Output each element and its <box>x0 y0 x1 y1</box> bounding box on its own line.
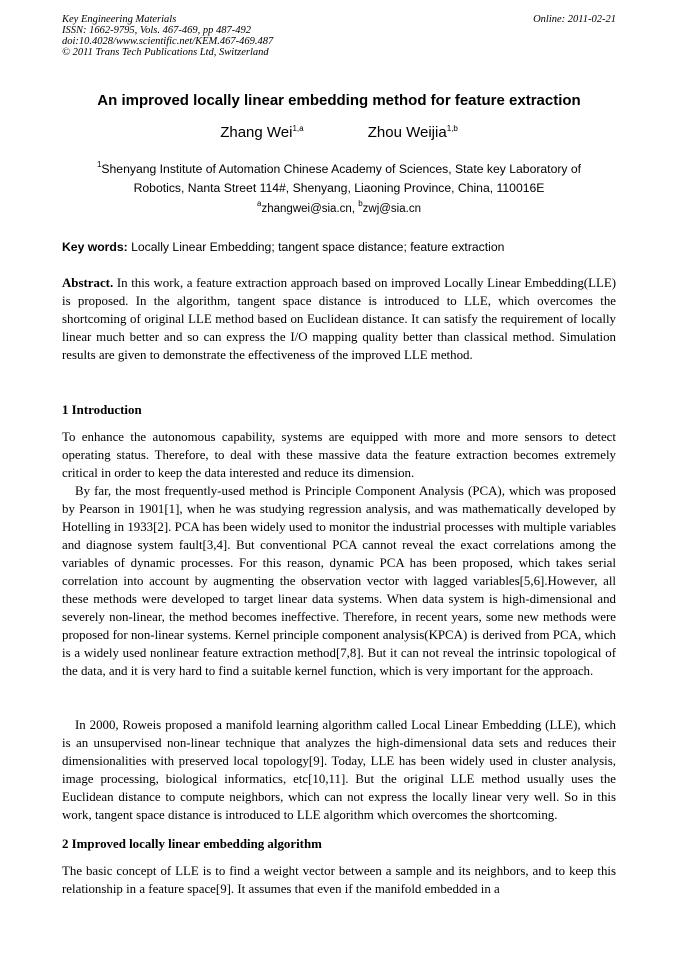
author-superscript: 1,a <box>292 124 304 133</box>
affiliation <box>62 160 616 198</box>
keywords-label: Key words: <box>62 240 128 254</box>
journal-name: Key Engineering Materials <box>62 14 177 25</box>
author-list <box>0 124 678 141</box>
author-name: Zhou Weijia <box>367 124 447 141</box>
journal-header <box>62 14 616 58</box>
paragraph: To enhance the autonomous capability, systems are equipped with more and more sensors to detect operating status. Therefore, to deal with these massive data the feature extraction becomes extremely critical in order to keep the data interested and reduce its dimension. <box>62 430 616 480</box>
issn-line: ISSN: 1662-9795, Vols. 467-469, pp 487-492 <box>62 25 251 36</box>
paragraph: In 2000, Roweis proposed a manifold learning algorithm called Local Linear Embedding (LLE), which is an unsupervised non-linear technique that analyzes the high-dimensional data sets and reduces their dimensionalities with preserved local topology[9]. Today, LLE has been widely used in cluster analysis, image processing, biological informatics, etc[10,11]. But the original LLE method usually uses the Euclidean distance to compute neighbors, which can not express the locally linear very well. So in this work, tangent space distance is introduced to LLE algorithm which overcomes the shortcoming. <box>62 718 616 822</box>
paragraph: The basic concept of LLE is to find a weight vector between a sample and its neighbors, and to keep this relationship in a feature space[9]. It assumes that even if the manifold embedded in a <box>62 864 616 896</box>
email-address[interactable]: zwj@sia.cn <box>362 203 421 215</box>
section-heading: 1 Introduction <box>62 403 142 417</box>
abstract-label: Abstract. <box>62 276 114 290</box>
email-superscript: b <box>358 199 363 208</box>
author-2 <box>368 124 458 141</box>
keywords-text: Locally Linear Embedding; tangent space distance; feature extraction <box>127 240 505 254</box>
copyright-line: © 2011 Trans Tech Publications Ltd, Switzerland <box>62 47 269 58</box>
affiliation-superscript: 1 <box>96 160 102 169</box>
affiliation-line-2: Robotics, Nanta Street 114#, Shenyang, Liaoning Province, China, 110016E <box>133 181 545 195</box>
affiliation-line-1: Shenyang Institute of Automation Chinese Academy of Sciences, State key Laboratory of <box>101 162 582 176</box>
doi-line: doi:10.4028/www.scientific.net/KEM.467-469.487 <box>62 36 274 47</box>
abstract <box>62 274 616 364</box>
section-heading: 2 Improved locally linear embedding algorithm <box>62 837 322 851</box>
paragraph: By far, the most frequently-used method is Principle Component Analysis (PCA), which was proposed by Pearson in 1901[1], when he was studying regression analysis, and was mathematically developed by Hotelling in 1933[2]. PCA has been widely used to monitor the industrial processes with multiple variables and diagnose system fault[3,4]. But conventional PCA cannot reveal the exact correlations among the variables of dynamic processes. For this reason, dynamic PCA has been proposed, which takes serial correlation into account by augmenting the observation vector with lagged variables[5,6].However, all these methods were developed to target linear data systems. When data system is high-dimensional and severely non-linear, the method becomes ineffective. Therefore, in recent years, some new methods were proposed for non-linear systems. Kernel principle component analysis(KPCA) is derived from PCA, which is a widely used nonlinear feature extraction method[7,8]. But it can not reveal the intrinsic topological of the data, and it is very hard to find a suitable kernel function, which is very important for the approach. <box>62 484 616 678</box>
email-address[interactable]: zhangwei@sia.cn, <box>261 203 359 215</box>
keywords <box>62 240 616 254</box>
email-list <box>0 199 678 215</box>
abstract-text: In this work, a feature extraction approach based on improved Locally Linear Embedding(LLE) is proposed. In the algorithm, tangent space distance is introduced to LLE, which overcomes the shortcoming of original LLE method based on Euclidean distance. It can satisfy the requirement of locally linear much better and so can express the I/O mapping quality better than classical method. Simulation results are given to demonstrate the effectiveness of the improved LLE method. <box>62 276 616 362</box>
paper-title: An improved locally linear embedding method for feature extraction <box>97 92 581 109</box>
author-superscript: 1,b <box>446 124 458 133</box>
author-name: Zhang Wei <box>220 124 293 141</box>
email-superscript: a <box>257 199 262 208</box>
author-1 <box>220 124 303 141</box>
online-date: Online: 2011-02-21 <box>533 14 616 25</box>
